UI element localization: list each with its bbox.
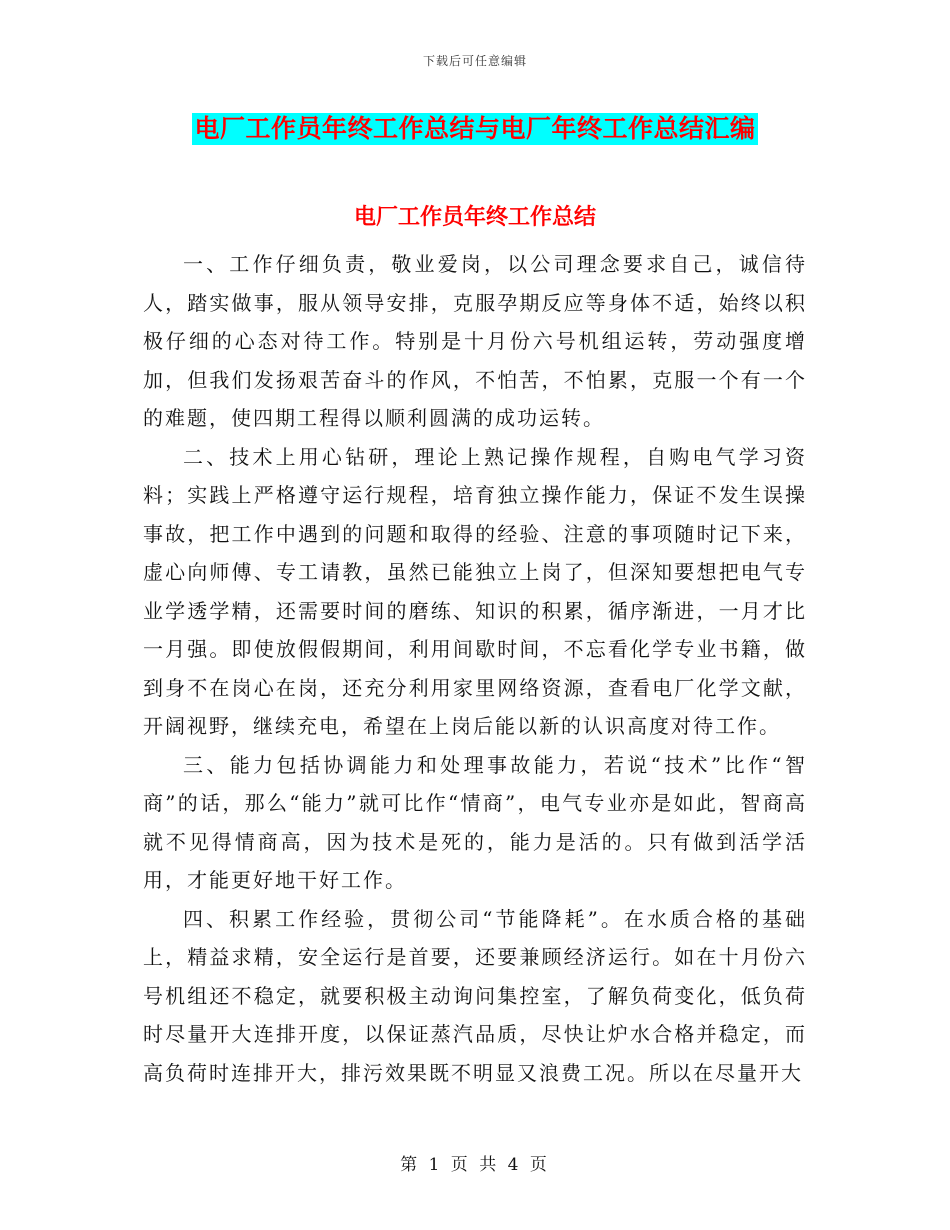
paragraph-3: 三、能力包括协调能力和处理事故能力，若说“技术”比作“智商”的话，那么“能力”就可比作“情商”，电气专业亦是如此，智商高就不见得情商高，因为技术是死的，能力是活的。只有做到活学活用，才能更好地干好工作。 [143,752,807,892]
page-footer: 第 1 页 共 4 页 [400,1155,550,1175]
paragraph-1: 一、工作仔细负责，敬业爱岗，以公司理念要求自己，诚信待人，踏实做事，服从领导安排，克服孕期反应等身体不适，始终以积极仔细的心态对待工作。特别是十月份六号机组运转，劳动强度增加，但我们发扬艰苦奋斗的作风，不怕苦，不怕累，克服一个有一个的难题，使四期工程得以顺利圆满的成功运转。 [143,252,807,430]
header-note: 下载后可任意编辑 [422,54,527,68]
paragraph-4: 四、积累工作经验，贯彻公司“节能降耗”。在水质合格的基础上，精益求精，安全运行是首要，还要兼顾经济运行。如在十月份六号机组还不稳定，就要积极主动询问集控室，了解负荷变化，低负荷时尽量开大连排开度，以保证蒸汽品质，尽快让炉水合格并稳定，而高负荷时连排开大，排污效果既不明显又浪费工况。所以在尽量开大 [143,906,807,1085]
document-title-container [0,113,950,145]
document-body [143,245,807,1092]
document-title: 电厂工作员年终工作总结与电厂年终工作总结汇编 [194,114,756,143]
paragraph-2: 二、技术上用心钻研，理论上熟记操作规程，自购电气学习资料；实践上严格遵守运行规程，培育独立操作能力，保证不发生误操事故，把工作中遇到的问题和取得的经验、注意的事项随时记下来，虚心向师傅、专工请教，虽然已能独立上岗了，但深知要想把电气专业学透学精，还需要时间的磨练、知识的积累，循序渐进，一月才比一月强。即使放假假期间，利用间歇时间，不忘看化学专业书籍，做到身不在岗心在岗，还充分利用家里网络资源，查看电厂化学文献，开阔视野，继续充电，希望在上岗后能以新的认识高度对待工作。 [143,444,807,738]
section-title: 电厂工作员年终工作总结 [353,204,596,230]
